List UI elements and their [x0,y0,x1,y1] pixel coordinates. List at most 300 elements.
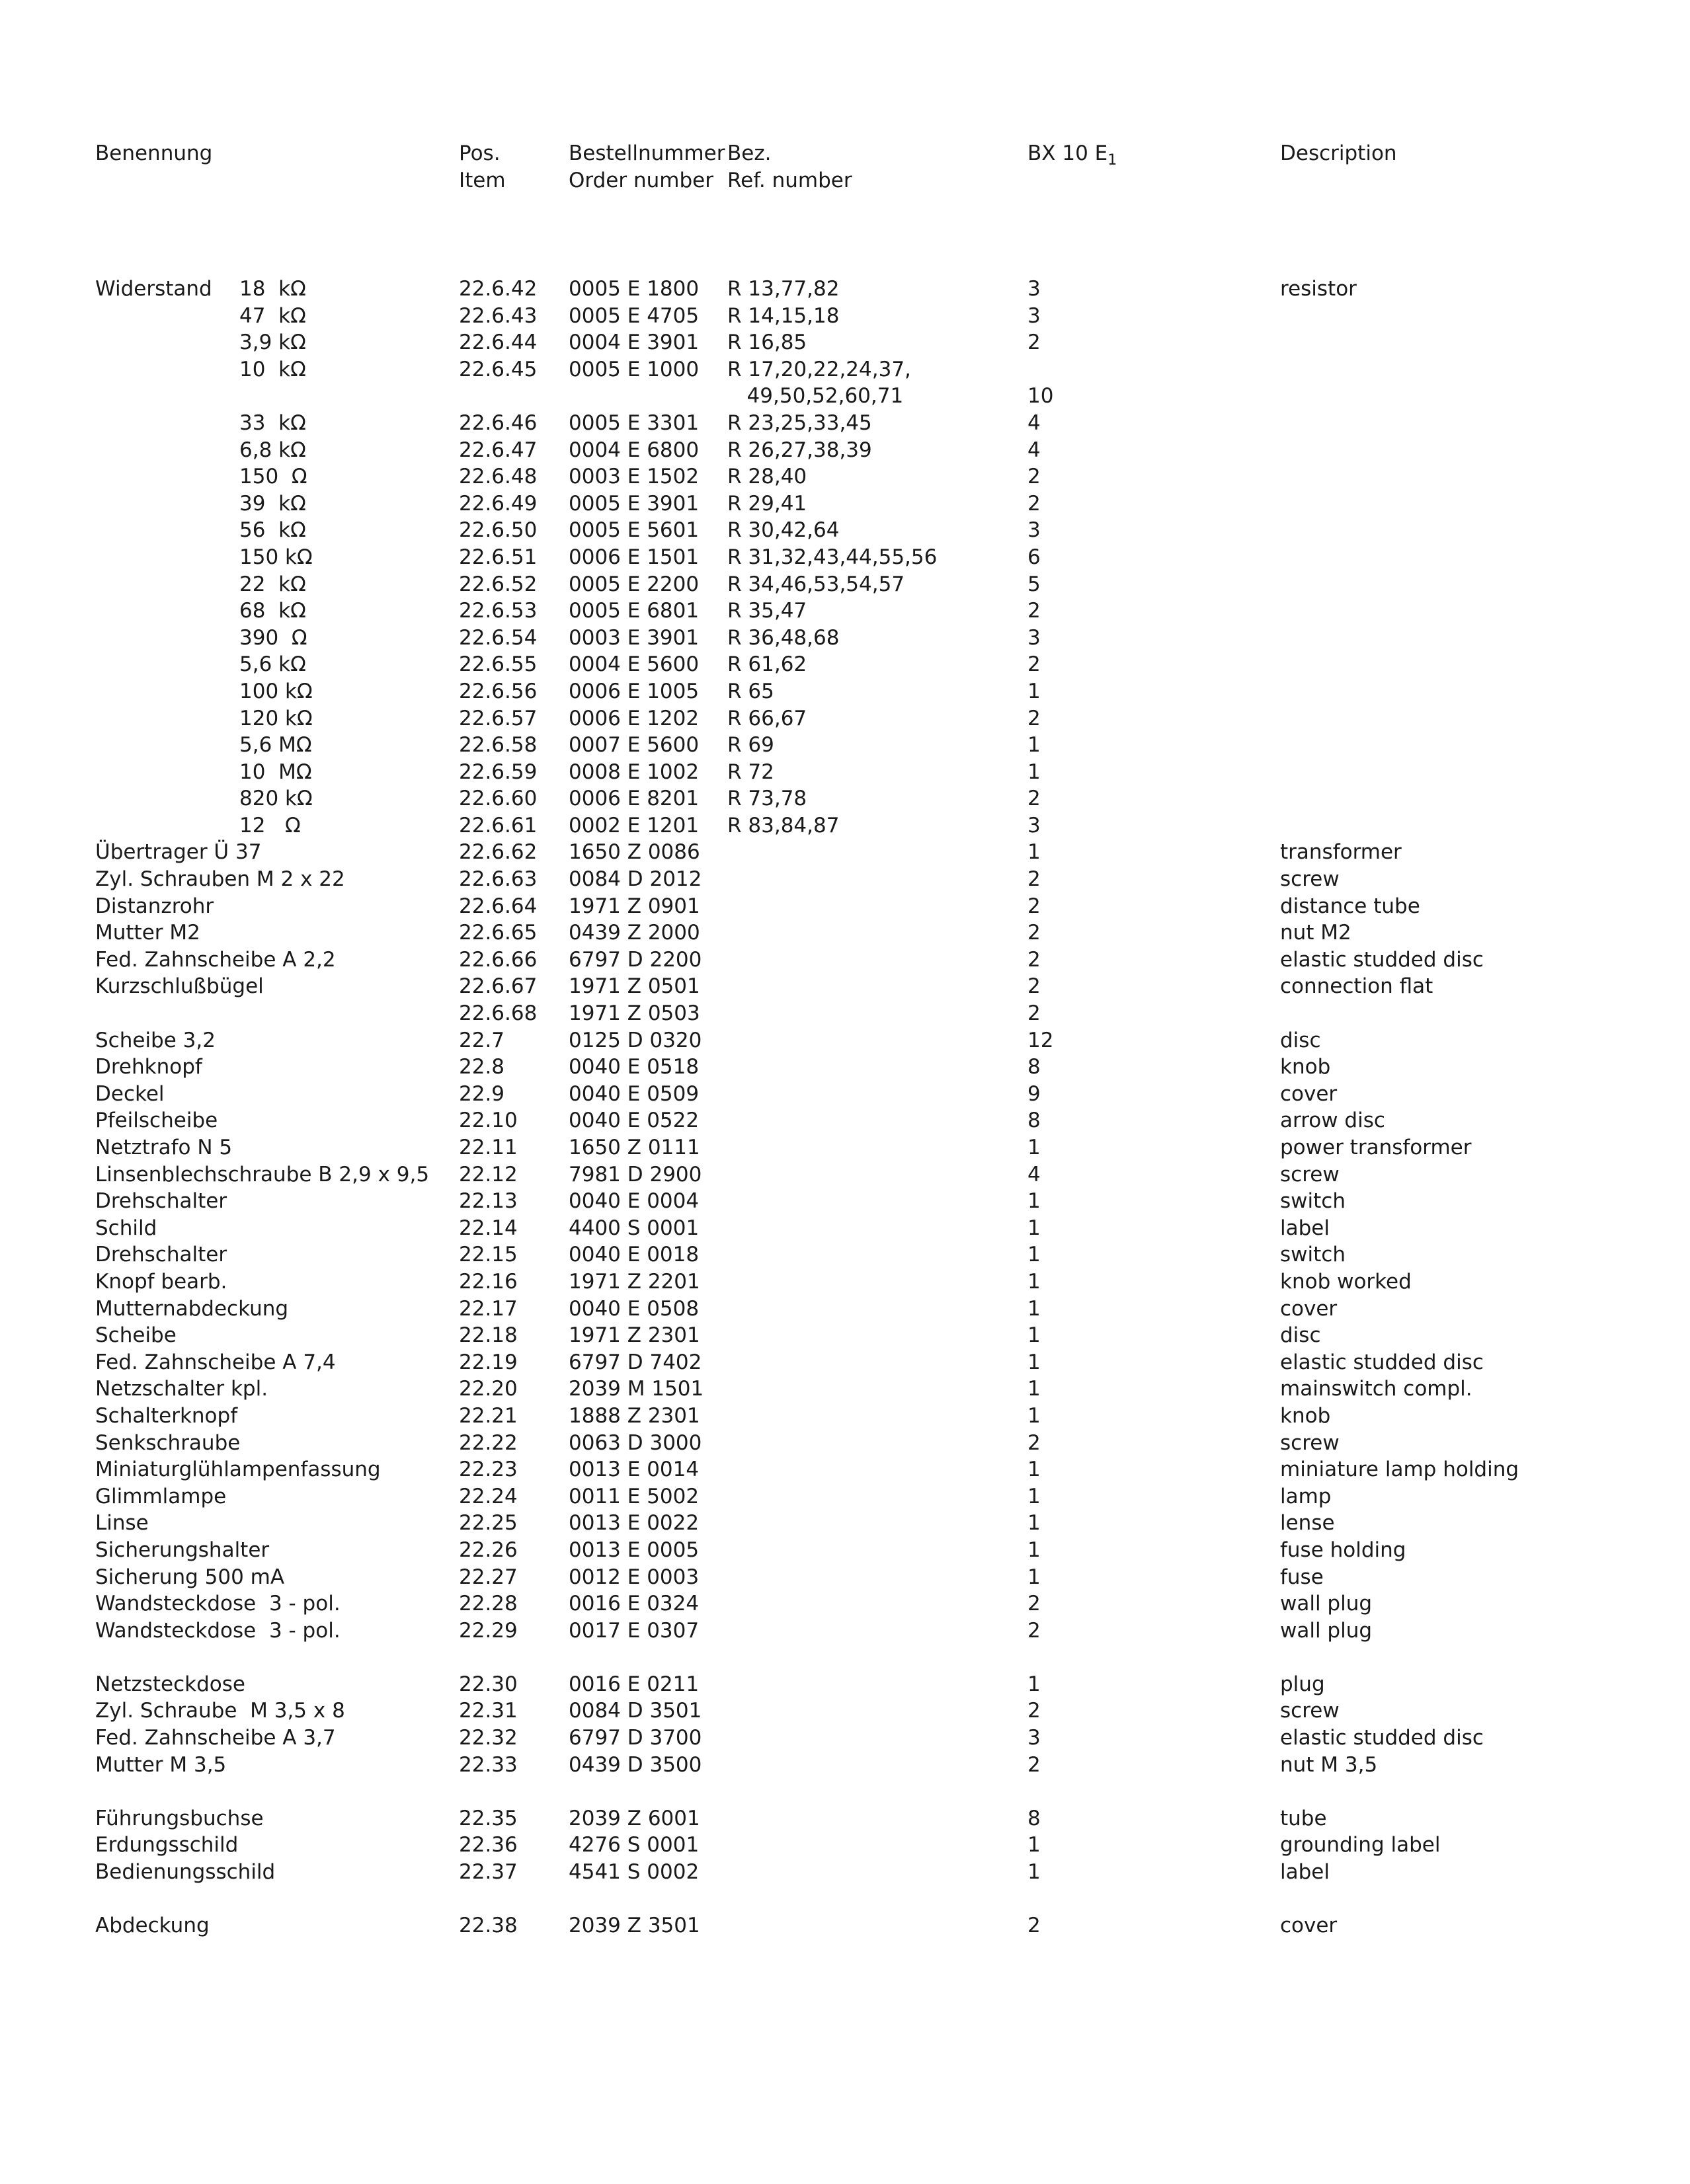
part-description: tube [1280,1806,1327,1830]
part-quantity: 1 [1027,1538,1041,1562]
part-value: 56 kΩ [239,518,306,543]
table-row [0,1027,1690,1054]
table-row [0,1000,1690,1027]
part-order-number: 1971 Z 0501 [569,974,700,999]
row-spacer [0,1886,1690,1913]
part-order-number: 1650 Z 0086 [569,840,700,865]
table-row [0,410,1690,437]
part-order-number: 0005 E 4705 [569,303,700,328]
table-row [0,1430,1690,1457]
part-quantity: 10 [1027,384,1054,409]
table-row [0,1268,1690,1296]
part-order-number: 6797 D 7402 [569,1350,702,1374]
table-row [0,571,1690,598]
part-quantity: 1 [1027,1403,1041,1428]
part-order-number: 4400 S 0001 [569,1216,700,1240]
row-spacer [0,1778,1690,1805]
table-row [0,812,1690,839]
part-pos: 22.6.67 [459,974,538,999]
table-row [0,517,1690,544]
part-value: 820 kΩ [239,787,313,811]
table-row [0,1697,1690,1725]
part-pos: 22.6.66 [459,947,538,972]
part-pos: 22.30 [459,1672,518,1696]
table-row [0,1241,1690,1268]
part-order-number: 1971 Z 2201 [569,1269,700,1294]
part-name: Scheibe 3,2 [95,1028,216,1052]
part-pos: 22.21 [459,1403,518,1428]
part-quantity: 1 [1027,1860,1041,1885]
table-row [0,973,1690,1000]
part-quantity: 2 [1027,1752,1041,1777]
part-description: label [1280,1860,1330,1885]
header-model-sub: 1 [1107,152,1117,169]
header-benennung: Benennung [95,141,213,165]
part-ref-number: R 73,78 [727,787,807,811]
table-row [0,947,1690,974]
part-value: 39 kΩ [239,491,306,516]
part-value: 3,9 kΩ [239,331,306,355]
part-quantity: 4 [1027,410,1041,435]
part-value: 10 MΩ [239,760,312,784]
part-quantity: 3 [1027,303,1041,328]
header-model [1027,140,1117,174]
part-pos: 22.14 [459,1216,518,1240]
part-description: label [1280,1216,1330,1240]
table-row [0,759,1690,786]
part-description: screw [1280,867,1340,892]
part-ref-number: R 36,48,68 [727,625,840,650]
part-name: Linsenblechschraube B 2,9 x 9,5 [95,1162,430,1187]
part-order-number: 0063 D 3000 [569,1430,702,1455]
table-row [0,1832,1690,1859]
header-description: Description [1280,141,1397,165]
table-row [0,1081,1690,1108]
part-value: 10 kΩ [239,357,306,381]
part-description: wall plug [1280,1592,1373,1616]
part-order-number: 0125 D 0320 [569,1028,702,1052]
table-row [0,1188,1690,1215]
part-description: switch [1280,1189,1346,1214]
part-quantity: 2 [1027,1914,1041,1938]
part-pos: 22.6.63 [459,867,538,892]
table-row [0,1859,1690,1886]
part-ref-number: R 16,85 [727,331,807,355]
part-quantity: 1 [1027,1323,1041,1348]
part-quantity: 2 [1027,921,1041,945]
table-row [0,1510,1690,1537]
table-row [0,732,1690,759]
part-description: disc [1280,1323,1321,1348]
table-row [0,356,1690,383]
part-name: Drehschalter [95,1243,227,1267]
part-ref-number: R 66,67 [727,706,807,730]
part-description: disc [1280,1028,1321,1052]
part-order-number: 0013 E 0014 [569,1458,700,1482]
part-ref-number: R 14,15,18 [727,303,840,328]
part-name: Schild [95,1216,157,1240]
part-quantity: 1 [1027,1511,1041,1536]
part-ref-number: R 72 [727,760,774,784]
part-name: Mutter M 3,5 [95,1752,227,1777]
part-order-number: 0016 E 0211 [569,1672,700,1696]
part-pos: 22.6.52 [459,572,538,596]
part-pos: 22.8 [459,1055,505,1079]
part-ref-number: R 13,77,82 [727,277,840,301]
part-value: 390 Ω [239,625,307,650]
part-name: Wandsteckdose 3 - pol. [95,1592,341,1616]
header-order-number: Order number [569,169,713,192]
part-name: Abdeckung [95,1914,210,1938]
part-name: Zyl. Schraube M 3,5 x 8 [95,1699,345,1723]
part-pos: 22.6.65 [459,921,538,945]
part-description: fuse [1280,1565,1324,1589]
part-order-number: 1888 Z 2301 [569,1403,700,1428]
part-order-number: 4541 S 0002 [569,1860,700,1885]
part-pos: 22.33 [459,1752,518,1777]
part-value: 150 kΩ [239,545,313,569]
part-pos: 22.18 [459,1323,518,1348]
part-pos: 22.10 [459,1109,518,1133]
part-quantity: 1 [1027,1136,1041,1159]
part-quantity: 1 [1027,679,1041,703]
part-ref-number: R 34,46,53,54,57 [727,572,905,596]
part-order-number: 0004 E 5600 [569,652,700,677]
part-order-number: 4276 S 0001 [569,1833,700,1857]
part-pos: 22.6.54 [459,625,538,650]
part-order-number: 0040 E 0508 [569,1296,700,1321]
part-quantity: 1 [1027,1296,1041,1321]
part-quantity: 2 [1027,1699,1041,1723]
part-quantity: 1 [1027,1565,1041,1589]
part-pos: 22.7 [459,1028,505,1052]
header-bestellnummer: Bestellnummer [569,141,725,165]
part-quantity: 1 [1027,1243,1041,1267]
part-description: elastic studded disc [1280,1726,1484,1750]
table-row [0,544,1690,571]
table-row [0,919,1690,947]
part-value: 33 kΩ [239,410,306,435]
part-order-number: 0008 E 1002 [569,760,700,784]
table-row [0,490,1690,518]
part-description: cover [1280,1914,1338,1938]
table-row [0,463,1690,490]
part-name: Übertrager Ü 37 [95,840,262,865]
part-order-number: 0005 E 1800 [569,277,700,301]
part-description: distance tube [1280,894,1420,918]
part-name: Bedienungsschild [95,1860,276,1885]
part-ref-number: R 61,62 [727,652,807,677]
part-description: screw [1280,1430,1340,1455]
part-value: 100 kΩ [239,679,313,703]
part-name: Fed. Zahnscheibe A 3,7 [95,1726,336,1750]
part-quantity: 1 [1027,1484,1041,1508]
part-value: 5,6 kΩ [239,652,306,677]
part-quantity: 1 [1027,1350,1041,1374]
part-order-number: 0040 E 0522 [569,1109,700,1133]
part-pos: 22.6.51 [459,545,538,569]
table-row [0,625,1690,652]
part-description: cover [1280,1081,1338,1106]
part-pos: 22.22 [459,1430,518,1455]
table-row [0,1483,1690,1510]
table-row [0,1376,1690,1403]
part-pos: 22.35 [459,1806,518,1830]
table-row [0,1403,1690,1430]
part-description: lense [1280,1511,1335,1536]
part-order-number: 0006 E 1005 [569,679,700,703]
part-description: knob [1280,1403,1331,1428]
part-quantity: 1 [1027,1189,1041,1214]
part-pos: 22.9 [459,1081,505,1106]
part-order-number: 0040 E 0018 [569,1243,700,1267]
table-row [0,1322,1690,1349]
part-pos: 22.27 [459,1565,518,1589]
part-quantity: 1 [1027,1833,1041,1857]
part-pos: 22.31 [459,1699,518,1723]
part-order-number: 0006 E 1202 [569,706,700,730]
part-quantity: 2 [1027,465,1041,489]
part-pos: 22.6.56 [459,679,538,703]
part-pos: 22.19 [459,1350,518,1374]
part-description: grounding label [1280,1833,1441,1857]
part-quantity: 5 [1027,572,1041,596]
part-order-number: 0005 E 5601 [569,518,700,543]
part-pos: 22.6.64 [459,894,538,918]
part-quantity: 1 [1027,840,1041,865]
part-description: connection flat [1280,974,1433,999]
part-quantity: 1 [1027,1672,1041,1696]
part-ref-number: R 31,32,43,44,55,56 [727,545,938,569]
part-quantity: 2 [1027,974,1041,999]
part-pos: 22.6.48 [459,465,538,489]
part-description: power transformer [1280,1136,1472,1159]
table-row [0,1161,1690,1189]
part-quantity: 12 [1027,1028,1054,1052]
table-row [0,866,1690,893]
part-pos: 22.6.44 [459,331,538,355]
part-name: Mutter M2 [95,921,200,945]
part-description: knob [1280,1055,1331,1079]
part-pos: 22.15 [459,1243,518,1267]
part-quantity: 2 [1027,1430,1041,1455]
table-row [0,1215,1690,1242]
part-description: transformer [1280,840,1402,865]
part-quantity: 2 [1027,1618,1041,1643]
part-description: knob worked [1280,1269,1412,1294]
part-quantity: 6 [1027,545,1041,569]
part-pos: 22.6.45 [459,357,538,381]
part-name: Drehknopf [95,1055,202,1079]
part-pos: 22.23 [459,1458,518,1482]
part-pos: 22.6.50 [459,518,538,543]
part-name: Kurzschlußbügel [95,974,264,999]
part-ref-number: R 83,84,87 [727,813,840,838]
part-pos: 22.6.55 [459,652,538,677]
table-row [0,1671,1690,1698]
part-order-number: 2039 M 1501 [569,1377,704,1401]
header-item: Item [459,169,506,192]
part-order-number: 1971 Z 0503 [569,1001,700,1026]
parts-table-body [0,276,1690,1939]
part-quantity: 3 [1027,518,1041,543]
part-order-number: 0012 E 0003 [569,1565,700,1589]
part-pos: 22.11 [459,1136,518,1159]
part-pos: 22.24 [459,1484,518,1508]
part-name: Schalterknopf [95,1403,238,1428]
part-order-number: 0006 E 8201 [569,787,700,811]
part-quantity: 2 [1027,599,1041,623]
table-row [0,1456,1690,1483]
part-ref-number: R 69 [727,733,774,758]
part-quantity: 8 [1027,1806,1041,1830]
part-order-number: 0005 E 3901 [569,491,700,516]
part-pos: 22.6.42 [459,277,538,301]
part-order-number: 0439 D 3500 [569,1752,702,1777]
part-order-number: 0004 E 3901 [569,331,700,355]
part-pos: 22.6.60 [459,787,538,811]
part-order-number: 0006 E 1501 [569,545,700,569]
part-order-number: 0084 D 2012 [569,867,702,892]
part-order-number: 0007 E 5600 [569,733,700,758]
part-pos: 22.6.43 [459,303,538,328]
part-order-number: 0439 Z 2000 [569,921,700,945]
part-value: 150 Ω [239,465,307,489]
part-ref-number: R 17,20,22,24,37, [727,357,911,381]
part-ref-number: R 23,25,33,45 [727,410,872,435]
part-name: Glimmlampe [95,1484,227,1508]
part-name: Fed. Zahnscheibe A 7,4 [95,1350,336,1374]
part-description: miniature lamp holding [1280,1458,1519,1482]
part-name: Widerstand [95,277,212,301]
part-pos: 22.13 [459,1189,518,1214]
part-quantity: 4 [1027,1162,1041,1187]
table-row [0,1618,1690,1645]
part-order-number: 1971 Z 0901 [569,894,700,918]
part-description: lamp [1280,1484,1332,1508]
table-row [0,1805,1690,1832]
part-pos: 22.6.57 [459,706,538,730]
part-name: Wandsteckdose 3 - pol. [95,1618,341,1643]
table-row [0,839,1690,866]
part-quantity: 3 [1027,625,1041,650]
table-row [0,678,1690,705]
part-ref-number: R 28,40 [727,465,807,489]
part-order-number: 7981 D 2900 [569,1162,702,1187]
part-name: Netzsteckdose [95,1672,245,1696]
part-order-number: 0040 E 0509 [569,1081,700,1106]
part-quantity: 3 [1027,1726,1041,1750]
row-spacer [0,1644,1690,1671]
part-order-number: 0005 E 3301 [569,410,700,435]
part-pos: 22.6.61 [459,813,538,838]
part-order-number: 0003 E 1502 [569,465,700,489]
part-pos: 22.6.47 [459,438,538,462]
part-name: Mutternabdeckung [95,1296,289,1321]
part-order-number: 6797 D 3700 [569,1726,702,1750]
part-pos: 22.25 [459,1511,518,1536]
part-quantity: 8 [1027,1109,1041,1133]
part-name: Sicherungshalter [95,1538,270,1562]
part-pos: 22.26 [459,1538,518,1562]
part-name: Zyl. Schrauben M 2 x 22 [95,867,345,892]
table-row [0,1590,1690,1618]
part-name: Knopf bearb. [95,1269,227,1294]
table-row [0,785,1690,812]
part-ref-number: R 30,42,64 [727,518,840,543]
part-quantity: 2 [1027,1592,1041,1616]
part-pos: 22.6.49 [459,491,538,516]
part-name: Netztrafo N 5 [95,1136,233,1159]
part-name: Fed. Zahnscheibe A 2,2 [95,947,336,972]
part-order-number: 0040 E 0518 [569,1055,700,1079]
part-value: 12 Ω [239,813,301,838]
part-order-number: 1650 Z 0111 [569,1136,700,1159]
part-description: fuse holding [1280,1538,1406,1562]
table-row [0,1054,1690,1081]
part-description: mainswitch compl. [1280,1377,1472,1401]
part-order-number: 1971 Z 2301 [569,1323,700,1348]
table-row [0,276,1690,303]
part-order-number: 0011 E 5002 [569,1484,700,1508]
part-description: resistor [1280,277,1357,301]
table-row [0,1725,1690,1752]
table-row [0,598,1690,625]
part-ref-number: R 35,47 [727,599,807,623]
part-pos: 22.6.68 [459,1001,538,1026]
part-order-number: 2039 Z 6001 [569,1806,700,1830]
part-quantity: 3 [1027,813,1041,838]
part-quantity: 3 [1027,277,1041,301]
part-description: elastic studded disc [1280,1350,1484,1374]
part-description: nut M 3,5 [1280,1752,1378,1777]
part-name: Linse [95,1511,149,1536]
part-description: elastic studded disc [1280,947,1484,972]
part-quantity: 1 [1027,733,1041,758]
part-name: Führungsbuchse [95,1806,264,1830]
table-row [0,1107,1690,1134]
part-description: screw [1280,1699,1340,1723]
table-row [0,383,1690,410]
part-value: 6,8 kΩ [239,438,306,462]
header-ref-number: Ref. number [727,169,852,192]
part-value: 120 kΩ [239,706,313,730]
part-pos: 22.38 [459,1914,518,1938]
part-order-number: 0040 E 0004 [569,1189,700,1214]
table-row [0,1349,1690,1376]
part-description: nut M2 [1280,921,1351,945]
part-description: arrow disc [1280,1109,1385,1133]
part-quantity: 2 [1027,491,1041,516]
part-quantity: 1 [1027,1216,1041,1240]
table-row [0,1296,1690,1323]
part-description: wall plug [1280,1618,1373,1643]
part-ref-number: R 65 [727,679,774,703]
table-row [0,303,1690,330]
part-quantity: 2 [1027,1001,1041,1026]
part-name: Netzschalter kpl. [95,1377,268,1401]
part-quantity: 1 [1027,1377,1041,1401]
part-value: 18 kΩ [239,277,306,301]
table-row [0,893,1690,920]
part-description: switch [1280,1243,1346,1267]
part-pos: 22.12 [459,1162,518,1187]
part-pos: 22.16 [459,1269,518,1294]
part-order-number: 0017 E 0307 [569,1618,700,1643]
part-pos: 22.37 [459,1860,518,1885]
part-pos: 22.6.59 [459,760,538,784]
table-row [0,1134,1690,1161]
